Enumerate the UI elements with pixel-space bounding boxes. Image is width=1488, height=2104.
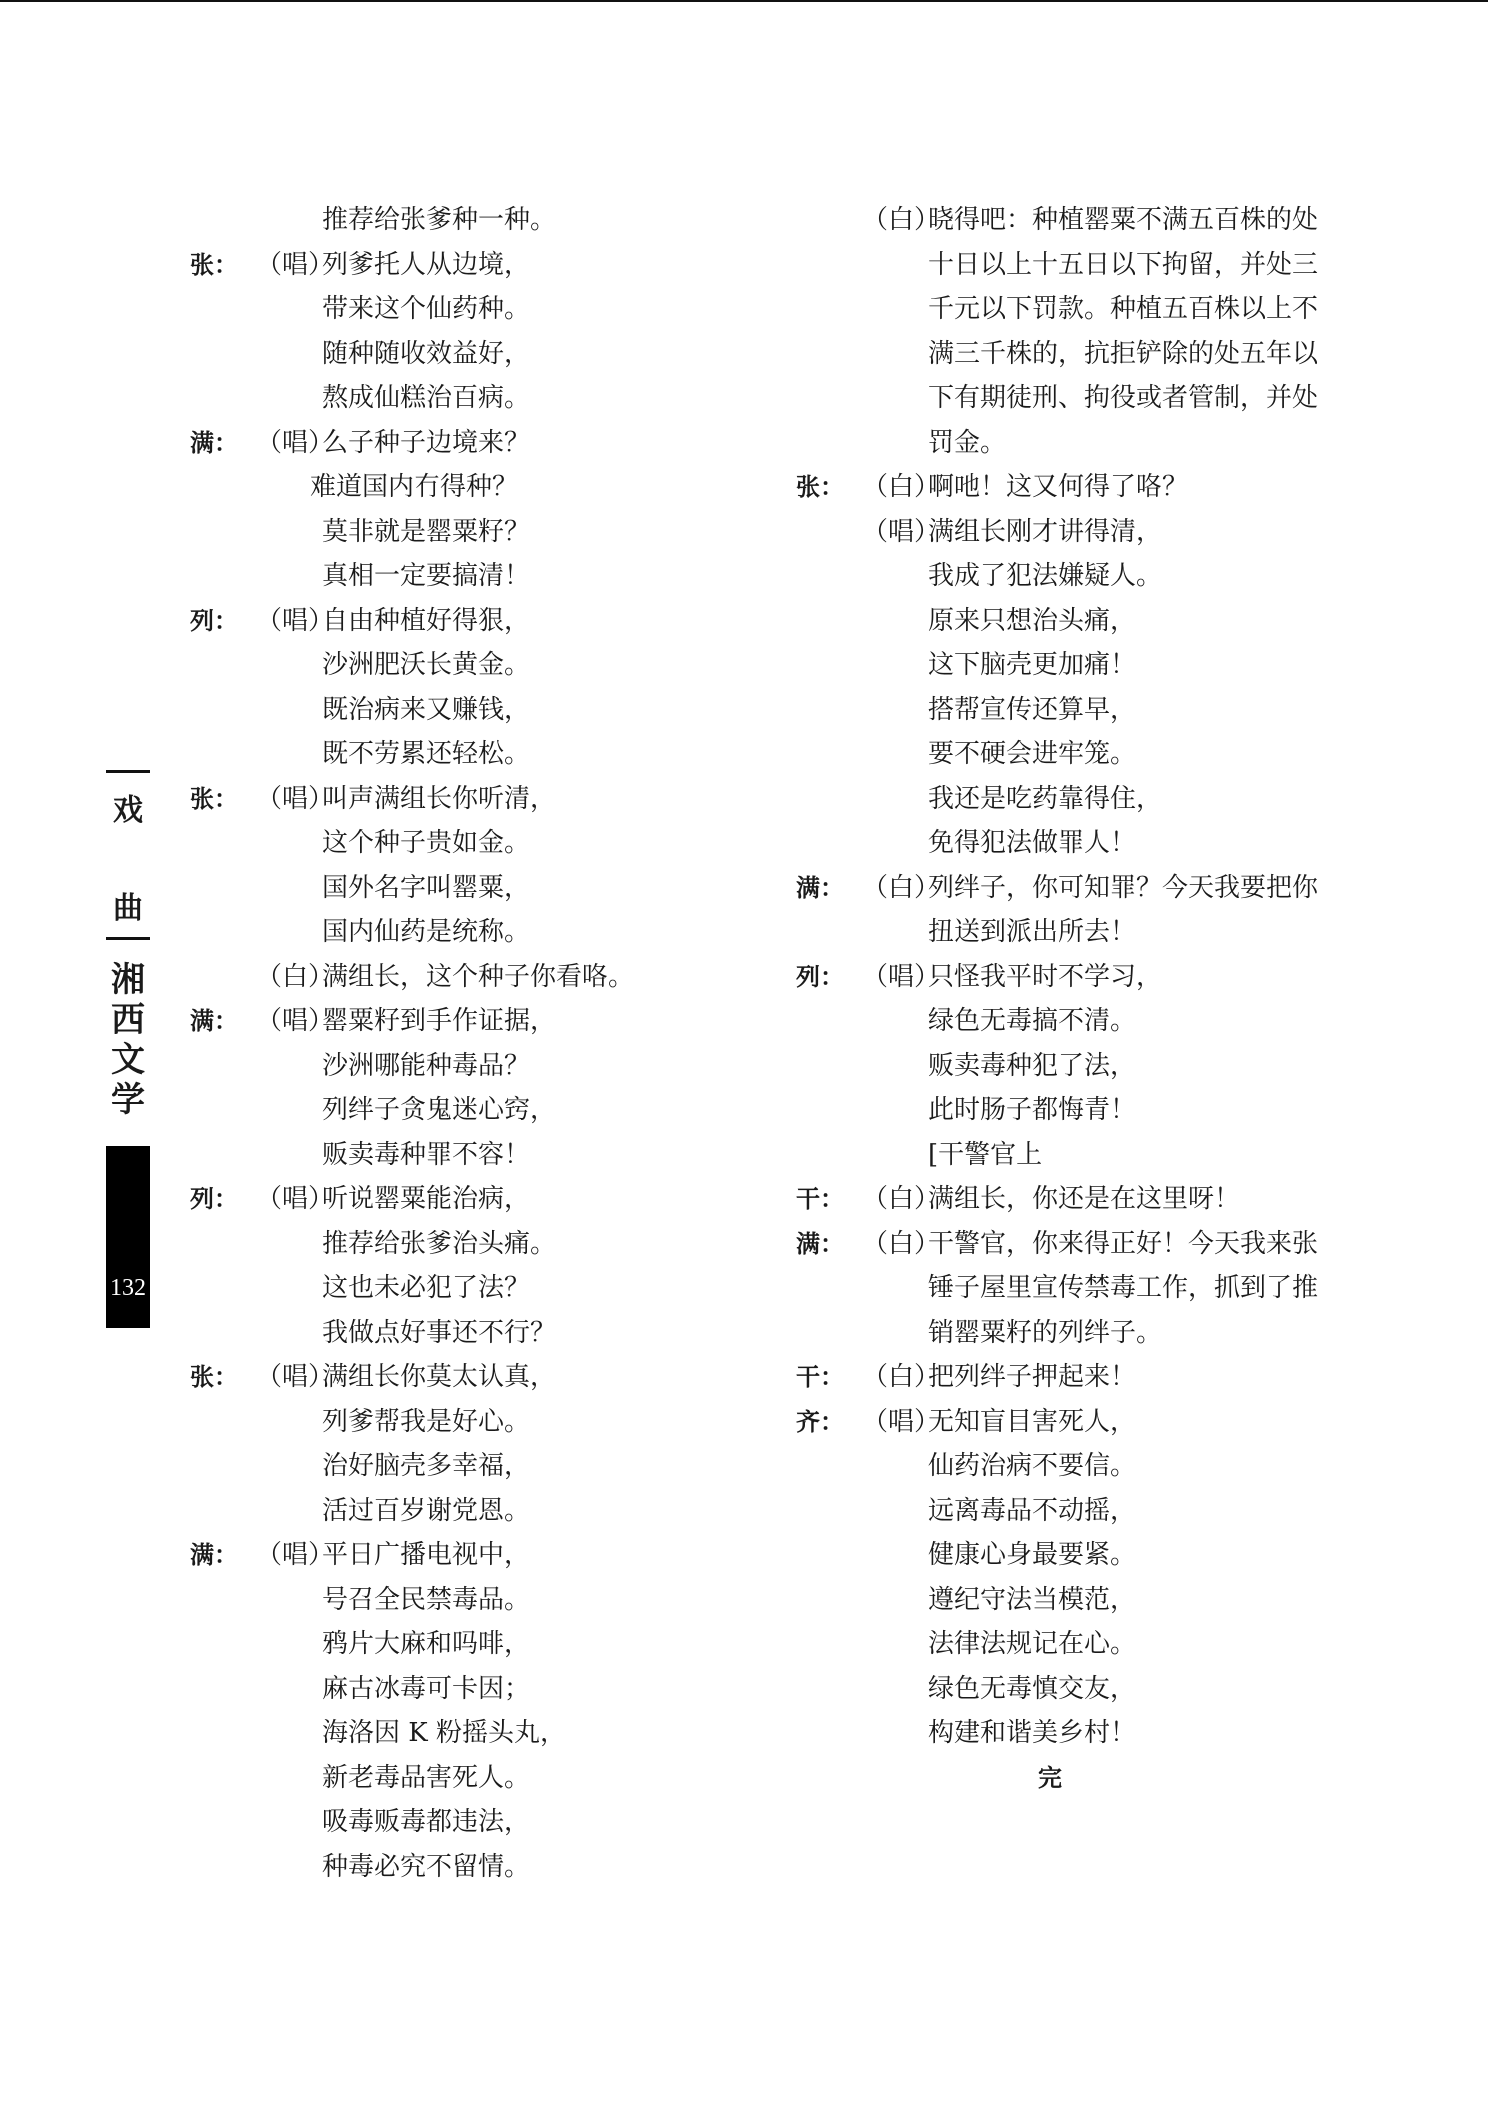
delivery-mode: （唱） bbox=[256, 1362, 335, 1392]
script-line bbox=[190, 198, 690, 243]
line-text: 满三千株的，抗拒铲除的处五年以 bbox=[928, 338, 1319, 369]
line-text: 千元以下罚款。种植五百株以上不 bbox=[928, 294, 1319, 324]
delivery-mode: （白） bbox=[862, 1228, 941, 1259]
line-text: [干警官上 bbox=[928, 1139, 1043, 1170]
script-line bbox=[190, 955, 690, 1000]
line-text: 我做点好事还不行？ bbox=[322, 1317, 557, 1348]
script-line bbox=[190, 599, 690, 644]
line-text: 只怪我平时不学习， bbox=[928, 961, 1163, 992]
line-text: 扭送到派出所去！ bbox=[928, 917, 1137, 947]
delivery-mode: （白） bbox=[862, 205, 941, 235]
script-line bbox=[190, 1444, 690, 1489]
line-text: 把列绊子押起来！ bbox=[928, 1362, 1137, 1392]
script-line bbox=[190, 1845, 690, 1890]
script-line bbox=[796, 999, 1356, 1044]
line-text: 这下脑壳更加痛！ bbox=[928, 650, 1137, 680]
journal-title-char: 西 bbox=[111, 1000, 145, 1040]
line-text: 带来这个仙药种。 bbox=[322, 294, 531, 324]
script-line bbox=[796, 1222, 1356, 1267]
script-line bbox=[796, 821, 1356, 866]
script-line bbox=[190, 421, 690, 466]
script-line bbox=[190, 1756, 690, 1801]
script-line bbox=[190, 287, 690, 332]
script-line bbox=[190, 510, 690, 555]
script-line bbox=[796, 1533, 1356, 1578]
end-line bbox=[796, 1756, 1356, 1801]
script-line bbox=[190, 1489, 690, 1534]
line-text: 种毒必究不留情。 bbox=[322, 1851, 531, 1882]
script-line bbox=[796, 955, 1356, 1000]
line-text: 列爹托人从边境， bbox=[322, 249, 531, 280]
script-line bbox=[190, 554, 690, 599]
script-line bbox=[190, 1533, 690, 1578]
line-text: 免得犯法做罪人！ bbox=[928, 828, 1137, 858]
speaker-name: 满： bbox=[190, 1007, 238, 1035]
right-column bbox=[796, 198, 1356, 1800]
line-text: 我成了犯法嫌疑人。 bbox=[928, 561, 1163, 591]
top-border-rule bbox=[0, 0, 1488, 2]
script-line bbox=[796, 376, 1356, 421]
script-line bbox=[796, 1489, 1356, 1534]
line-text: 绿色无毒搞不清。 bbox=[928, 1006, 1137, 1036]
line-text: 晓得吧：种植罂粟不满五百株的处 bbox=[928, 205, 1319, 235]
script-line bbox=[796, 599, 1356, 644]
delivery-mode: （唱） bbox=[862, 516, 941, 547]
line-text: 锤子屋里宣传禁毒工作，抓到了推 bbox=[928, 1273, 1319, 1303]
script-line bbox=[190, 910, 690, 955]
journal-title-char: 湘 bbox=[111, 960, 145, 1000]
script-line bbox=[796, 1088, 1356, 1133]
script-line bbox=[796, 777, 1356, 822]
line-text: 遵纪守法当模范， bbox=[928, 1584, 1137, 1615]
line-text: 贩卖毒种犯了法， bbox=[928, 1050, 1137, 1081]
journal-title-char: 学 bbox=[111, 1080, 145, 1120]
line-text: 这也未必犯了法？ bbox=[322, 1273, 531, 1303]
script-line bbox=[190, 777, 690, 822]
line-text: 十日以上十五日以下拘留，并处三 bbox=[928, 249, 1319, 280]
line-text: 搭帮宣传还算早， bbox=[928, 694, 1137, 725]
line-text: 熬成仙糕治百病。 bbox=[322, 383, 531, 413]
line-text: 治好脑壳多幸福， bbox=[322, 1451, 531, 1481]
script-line bbox=[190, 1667, 690, 1712]
speaker-name: 张： bbox=[796, 473, 844, 501]
line-text: 既不劳累还轻松。 bbox=[322, 739, 531, 769]
line-text: 既治病来又赚钱， bbox=[322, 694, 531, 725]
line-text: 下有期徒刑、拘役或者管制，并处 bbox=[928, 383, 1319, 413]
line-text: 听说罂粟能治病， bbox=[322, 1184, 531, 1214]
line-text: 真相一定要搞清！ bbox=[322, 561, 531, 591]
speaker-name: 张： bbox=[190, 250, 238, 279]
line-text: 鸦片大麻和吗啡， bbox=[322, 1629, 531, 1659]
script-line bbox=[190, 821, 690, 866]
script-line bbox=[796, 243, 1356, 288]
speaker-name: 干： bbox=[796, 1185, 844, 1213]
speaker-name: 满： bbox=[190, 1541, 238, 1569]
script-line bbox=[190, 1400, 690, 1445]
delivery-mode: （唱） bbox=[256, 1540, 335, 1570]
delivery-mode: （白） bbox=[862, 872, 941, 903]
line-text: 这个种子贵如金。 bbox=[322, 828, 531, 858]
line-text: 平日广播电视中， bbox=[322, 1540, 531, 1570]
line-text: 莫非就是罂粟籽？ bbox=[322, 516, 531, 547]
script-line bbox=[796, 287, 1356, 332]
delivery-mode: （白） bbox=[862, 1184, 941, 1214]
line-text: 国内仙药是统称。 bbox=[322, 917, 531, 947]
script-line bbox=[190, 1133, 690, 1178]
line-text: 干警官，你来得正好！今天我来张 bbox=[928, 1228, 1319, 1259]
script-line bbox=[796, 1177, 1356, 1222]
line-text: 海洛因 K 粉摇头丸， bbox=[322, 1718, 566, 1748]
script-line bbox=[796, 1578, 1356, 1623]
delivery-mode: （白） bbox=[256, 961, 335, 992]
delivery-mode: （唱） bbox=[256, 427, 335, 458]
line-text: 我还是吃药靠得住， bbox=[928, 783, 1163, 814]
line-text: 沙洲哪能种毒品？ bbox=[322, 1050, 531, 1081]
line-text: 号召全民禁毒品。 bbox=[322, 1584, 531, 1615]
speaker-name: 张： bbox=[190, 784, 238, 813]
script-line bbox=[796, 554, 1356, 599]
delivery-mode: （唱） bbox=[256, 1006, 335, 1036]
script-line bbox=[190, 376, 690, 421]
script-line bbox=[190, 1311, 690, 1356]
delivery-mode: （白） bbox=[862, 472, 941, 502]
line-text: 贩卖毒种罪不容！ bbox=[322, 1139, 531, 1170]
script-line bbox=[190, 1266, 690, 1311]
line-text: 列绊子贪鬼迷心窍， bbox=[322, 1095, 557, 1125]
delivery-mode: （唱） bbox=[862, 961, 941, 992]
section-char-2: 曲 bbox=[113, 891, 143, 926]
script-line bbox=[796, 732, 1356, 777]
script-line bbox=[190, 465, 690, 510]
line-text: 满组长，这个种子你看咯。 bbox=[322, 961, 635, 992]
speaker-name: 列： bbox=[796, 962, 844, 991]
line-text: 国外名字叫罂粟， bbox=[322, 872, 531, 903]
delivery-mode: （唱） bbox=[256, 1184, 335, 1214]
end-mark: 完 bbox=[1038, 1763, 1062, 1792]
script-line bbox=[190, 1222, 690, 1267]
script-line bbox=[190, 243, 690, 288]
delivery-mode: （唱） bbox=[256, 605, 335, 636]
script-line bbox=[796, 1133, 1356, 1178]
script-line bbox=[796, 465, 1356, 510]
script-line bbox=[796, 198, 1356, 243]
script-line bbox=[796, 1311, 1356, 1356]
line-text: 仙药治病不要信。 bbox=[928, 1451, 1137, 1481]
line-text: 法律法规记在心。 bbox=[928, 1629, 1137, 1659]
script-line bbox=[190, 643, 690, 688]
script-line bbox=[796, 1667, 1356, 1712]
line-text: 推荐给张爹治头痛。 bbox=[322, 1228, 557, 1259]
speaker-name: 列： bbox=[190, 1185, 238, 1213]
script-line bbox=[190, 866, 690, 911]
left-column bbox=[190, 198, 690, 1889]
journal-title bbox=[106, 960, 150, 1120]
side-banner bbox=[106, 770, 150, 1301]
page-number: 132 bbox=[110, 1275, 146, 1301]
line-text: 啊吔！这又何得了咯？ bbox=[928, 472, 1189, 502]
speaker-name: 列： bbox=[190, 606, 238, 635]
script-line bbox=[796, 1444, 1356, 1489]
script-line bbox=[796, 866, 1356, 911]
line-text: 要不硬会进牢笼。 bbox=[928, 739, 1137, 769]
line-text: 推荐给张爹种一种。 bbox=[322, 205, 557, 235]
script-line bbox=[190, 1711, 690, 1756]
script-line bbox=[796, 1622, 1356, 1667]
line-text: 自由种植好得狠， bbox=[322, 605, 531, 636]
script-line bbox=[190, 1177, 690, 1222]
speaker-name: 齐： bbox=[796, 1407, 844, 1436]
script-line bbox=[190, 732, 690, 777]
script-line bbox=[190, 688, 690, 733]
script-line bbox=[190, 1044, 690, 1089]
script-line bbox=[796, 688, 1356, 733]
line-text: 罂粟籽到手作证据， bbox=[322, 1006, 557, 1036]
line-text: 销罂粟籽的列绊子。 bbox=[928, 1317, 1163, 1348]
line-text: 列绊子，你可知罪？今天我要把你 bbox=[928, 872, 1319, 903]
script-line bbox=[796, 1266, 1356, 1311]
speaker-name: 满： bbox=[796, 1229, 844, 1258]
line-text: 吸毒贩毒都违法， bbox=[322, 1807, 531, 1837]
section-char-1: 戏 bbox=[113, 793, 143, 828]
script-line bbox=[796, 910, 1356, 955]
line-text: 列爹帮我是好心。 bbox=[322, 1406, 531, 1437]
line-text: 构建和谐美乡村！ bbox=[928, 1718, 1137, 1748]
speaker-name: 满： bbox=[796, 873, 844, 902]
line-text: 麻古冰毒可卡因； bbox=[322, 1673, 531, 1704]
script-line bbox=[796, 332, 1356, 377]
script-line bbox=[190, 1355, 690, 1400]
line-text: 无知盲目害死人， bbox=[928, 1406, 1137, 1437]
script-line bbox=[190, 1800, 690, 1845]
line-text: 远离毒品不动摇， bbox=[928, 1495, 1137, 1526]
line-text: 此时肠子都悔青！ bbox=[928, 1095, 1137, 1125]
script-line bbox=[796, 510, 1356, 555]
line-text: 活过百岁谢党恩。 bbox=[322, 1495, 531, 1526]
delivery-mode: （唱） bbox=[256, 783, 335, 814]
script-line bbox=[190, 1578, 690, 1623]
line-text: 新老毒品害死人。 bbox=[322, 1762, 531, 1793]
line-text: 难道国内冇得种？ bbox=[310, 472, 519, 502]
script-line bbox=[796, 1711, 1356, 1756]
line-text: 沙洲肥沃长黄金。 bbox=[322, 650, 531, 680]
line-text: 绿色无毒慎交友， bbox=[928, 1673, 1137, 1704]
script-line bbox=[190, 1622, 690, 1667]
line-text: 健康心身最要紧。 bbox=[928, 1540, 1137, 1570]
journal-title-char: 文 bbox=[111, 1040, 145, 1080]
script-line bbox=[796, 421, 1356, 466]
line-text: 原来只想治头痛， bbox=[928, 605, 1137, 636]
line-text: 满组长，你还是在这里呀！ bbox=[928, 1184, 1241, 1214]
script-line bbox=[190, 1088, 690, 1133]
speaker-name: 干： bbox=[796, 1363, 844, 1391]
line-text: 满组长刚才讲得清， bbox=[928, 516, 1163, 547]
page-number-block bbox=[106, 1146, 150, 1328]
line-text: 叫声满组长你听清， bbox=[322, 783, 557, 814]
line-text: 么子种子边境来？ bbox=[322, 427, 531, 458]
speaker-name: 张： bbox=[190, 1363, 238, 1391]
line-text: 满组长你莫太认真， bbox=[322, 1362, 557, 1392]
script-line bbox=[796, 1400, 1356, 1445]
script-line bbox=[190, 332, 690, 377]
script-line bbox=[796, 1355, 1356, 1400]
speaker-name: 满： bbox=[190, 428, 238, 457]
script-line bbox=[796, 1044, 1356, 1089]
script-line bbox=[190, 999, 690, 1044]
delivery-mode: （唱） bbox=[862, 1406, 941, 1437]
delivery-mode: （白） bbox=[862, 1362, 941, 1392]
delivery-mode: （唱） bbox=[256, 249, 335, 280]
banner-top-rule bbox=[106, 770, 150, 773]
script-line bbox=[796, 643, 1356, 688]
line-text: 罚金。 bbox=[928, 427, 1007, 458]
banner-mid-rule bbox=[106, 937, 150, 940]
line-text: 随种随收效益好， bbox=[322, 338, 531, 369]
